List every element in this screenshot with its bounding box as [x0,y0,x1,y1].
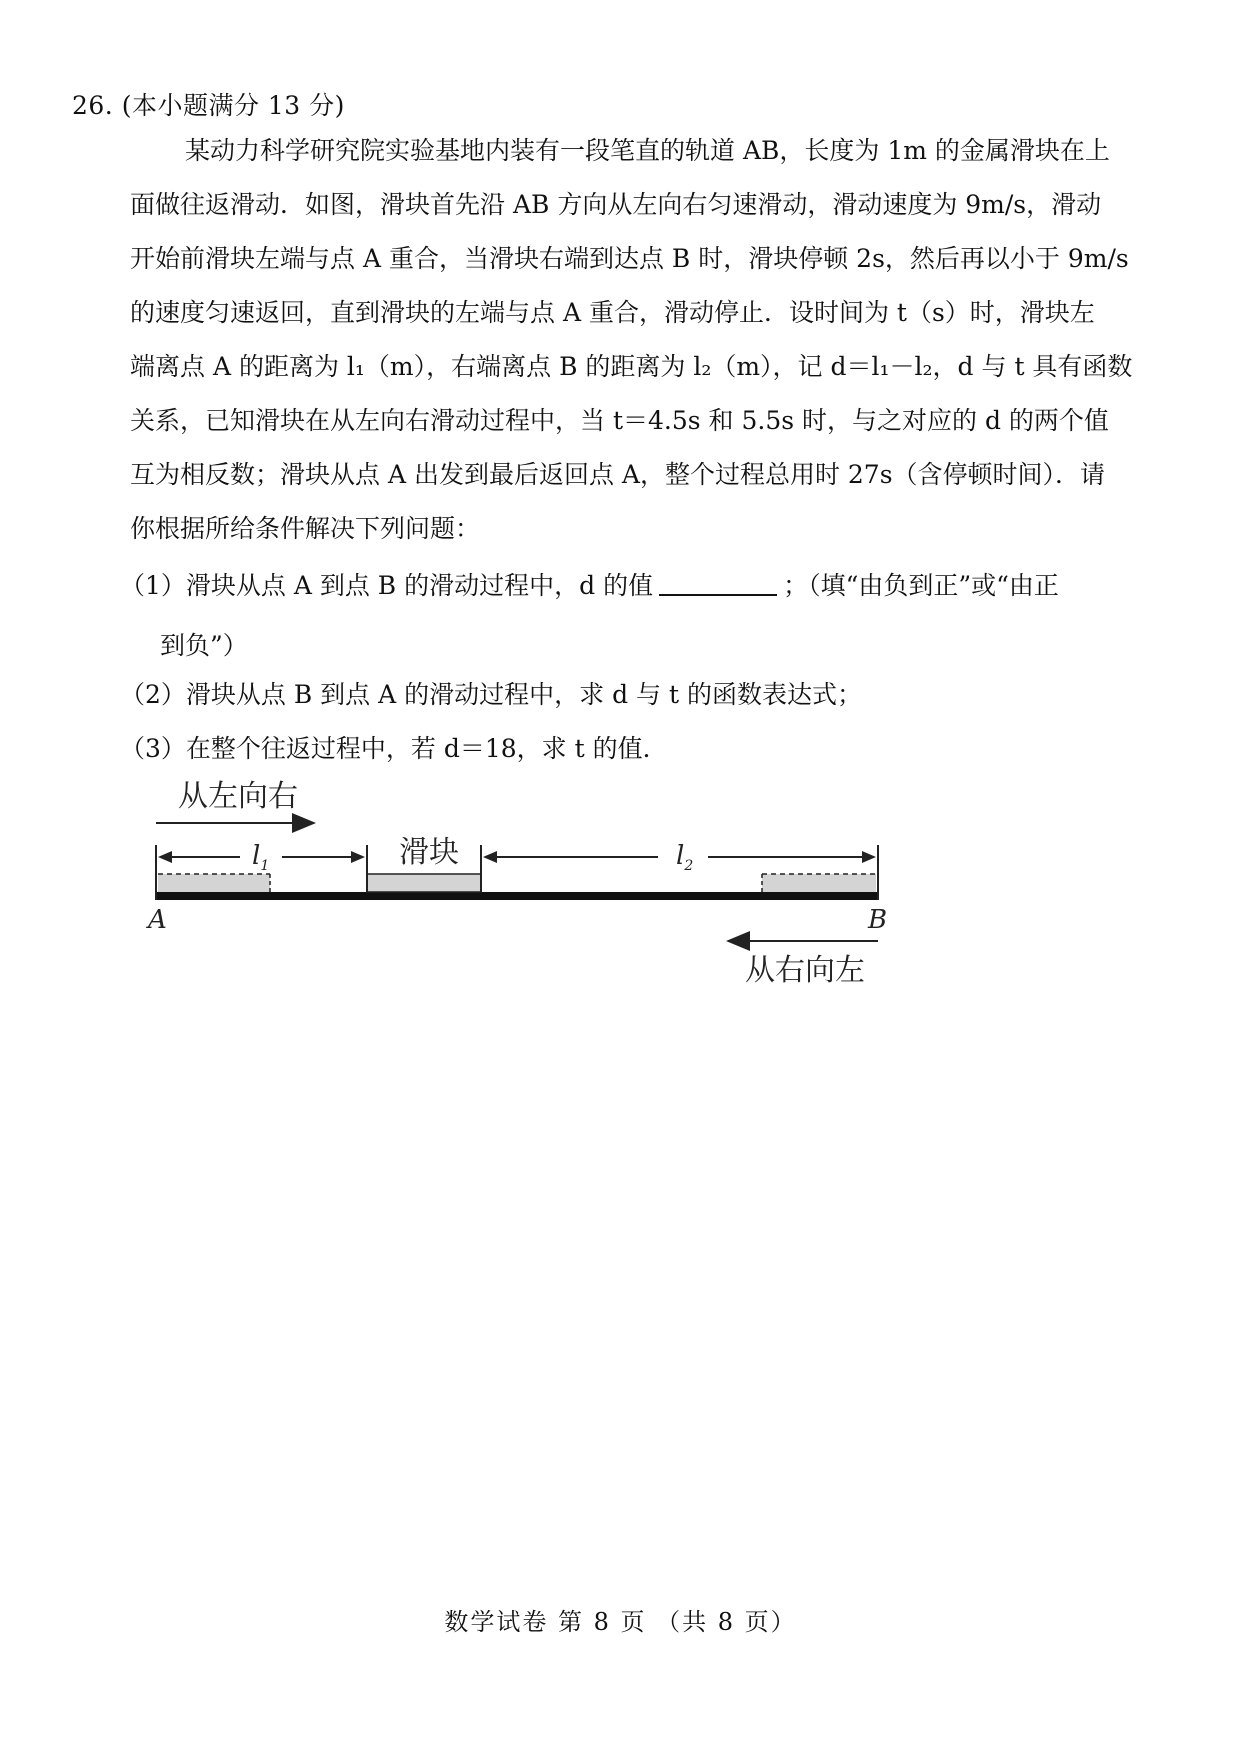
question-line-6: 关系，已知滑块在从左向右滑动过程中，当 t＝4.5s 和 5.5s 时，与之对应的 d 的两个值 [130,406,1109,435]
slider-end-ghost [762,874,876,892]
page-footer: 数学试卷 第 8 页 （共 8 页） [444,1608,797,1636]
part-1-continued: 到负”） [160,631,248,660]
question-line-3: 开始前滑块左端与点 A 重合，当滑块右端到达点 B 时，滑块停顿 2s，然后再以小于 9m/s [130,244,1129,273]
part-1-hint: ；（填“由负到正”或“由正 [783,571,1059,600]
slider-block [367,874,481,892]
part-2: （2）滑块从点 B 到点 A 的滑动过程中，求 d 与 t 的函数表达式； [120,680,862,709]
question-line-5: 端离点 A 的距离为 l₁（m），右端离点 B 的距离为 l₂（m），记 d＝l₁－l₂，d 与 t 具有函数 [130,352,1133,381]
l1-arrow-left [158,851,172,863]
part-1-text: （1）滑块从点 A 到点 B 的滑动过程中，d 的值 [120,571,654,600]
question-line-7: 互为相反数；滑块从点 A 出发到最后返回点 A，整个过程总用时 27s（含停顿时间）．请 [130,460,1106,489]
right-to-left-label: 从右向左 [745,953,865,988]
slider-label: 滑块 [399,835,459,870]
left-to-right-label: 从左向右 [178,779,298,814]
point-a-label: A [148,905,167,935]
question-line-2: 面做往返滑动．如图，滑块首先沿 AB 方向从左向右匀速滑动，滑动速度为 9m/s，滑动 [130,190,1102,219]
question-line-4: 的速度匀速返回，直到滑块的左端与点 A 重合，滑动停止．设时间为 t（s）时，滑块左 [130,298,1095,327]
question-header: 26. (本小题满分 13 分) [72,91,345,120]
l1-arrow-right [351,851,365,863]
l2-label: $l_2$ [676,841,694,874]
track-ab [156,892,878,900]
l2-arrow-right [862,851,876,863]
question-line-1: 某动力科学研究院实验基地内装有一段笔直的轨道 AB，长度为 1m 的金属滑块在上 [185,136,1110,165]
point-b-label: B [868,905,888,935]
l2-arrow-left [483,851,497,863]
l1-label: $l_1$ [252,841,270,874]
slider-start-ghost [158,874,270,892]
question-line-8: 你根据所给条件解决下列问题： [130,514,481,543]
part-3: （3）在整个往返过程中，若 d＝18，求 t 的值． [120,734,668,763]
